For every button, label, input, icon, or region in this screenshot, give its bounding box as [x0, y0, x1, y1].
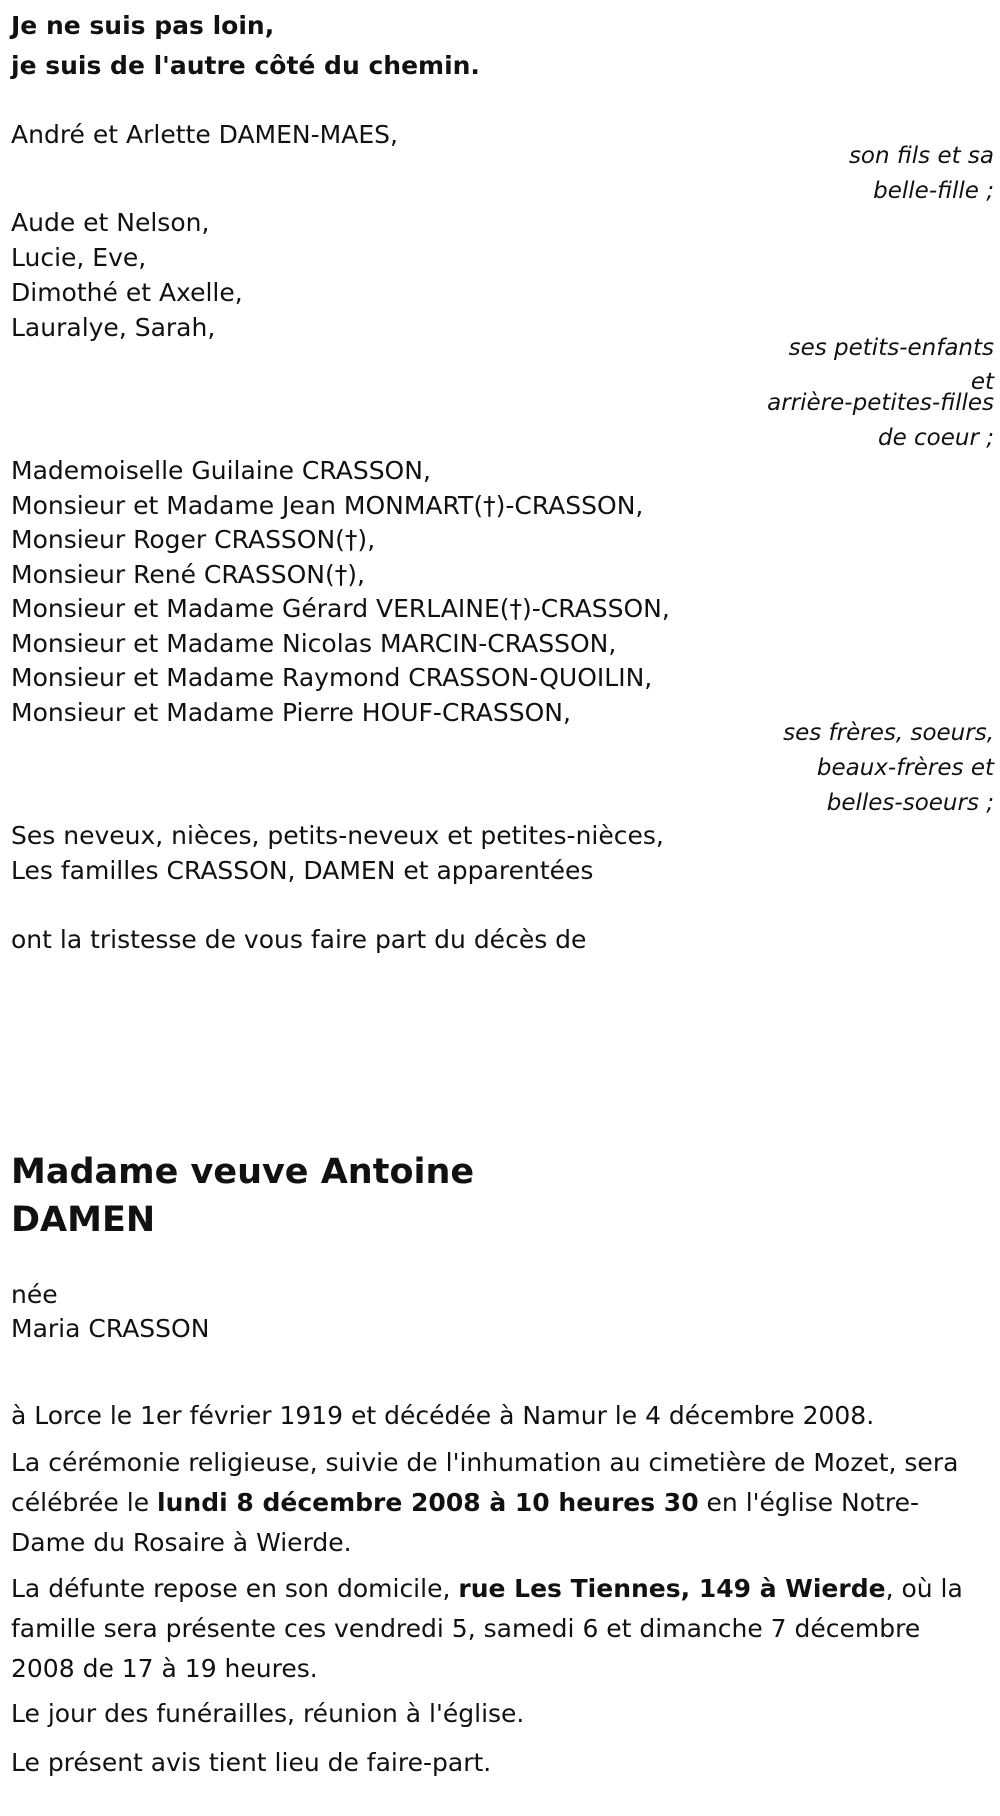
rest-paragraph [11, 1569, 991, 1689]
sibling-line: Monsieur et Madame Gérard VERLAINE(†)-CRASSON, [11, 594, 670, 623]
deceased-name-line-2: DAMEN [11, 1200, 156, 1240]
grandchild-line: Dimothé et Axelle, [11, 278, 243, 307]
grandchild-line: Lucie, Eve, [11, 243, 147, 272]
siblings-relation-1: ses frères, soeurs, [783, 720, 994, 746]
ceremony-text-post: en l'église Notre-Dame du Rosaire à Wierde. [11, 1488, 919, 1557]
sibling-line: Monsieur René CRASSON(†), [11, 560, 365, 589]
sibling-line: Monsieur et Madame Pierre HOUF-CRASSON, [11, 698, 571, 727]
announcement: ont la tristesse de vous faire part du décès de [11, 925, 587, 954]
son-relation-2: belle-fille ; [873, 178, 994, 204]
funeral-meeting: Le jour des funérailles, réunion à l'église. [11, 1699, 525, 1728]
grandchild-line: Aude et Nelson, [11, 208, 210, 237]
siblings-relation-2: beaux-frères et [816, 755, 994, 781]
deceased-name [11, 1148, 474, 1244]
notice-statement: Le présent avis tient lieu de faire-part. [11, 1748, 492, 1777]
sibling-line: Monsieur et Madame Jean MONMART(†)-CRASSON, [11, 491, 644, 520]
son-names: André et Arlette DAMEN-MAES, [11, 120, 398, 149]
grandchildren-relation-4: de coeur ; [877, 425, 994, 451]
rest-text-pre: La défunte repose en son domicile, [11, 1574, 459, 1603]
born-label: née [11, 1280, 58, 1309]
sibling-line: Monsieur et Madame Raymond CRASSON-QUOILIN, [11, 663, 653, 692]
sibling-line: Monsieur et Madame Nicolas MARCIN-CRASSON, [11, 629, 617, 658]
ceremony-text-pre: La cérémonie religieuse, suivie de l'inhumation au cimetière de Mozet, sera célébrée le [11, 1448, 959, 1517]
others-line: Ses neveux, nièces, petits-neveux et petites-nièces, [11, 821, 664, 850]
rest-address: rue Les Tiennes, 149 à Wierde [458, 1574, 886, 1603]
son-relation-1: son fils et sa [848, 143, 994, 169]
siblings-relation-3: belles-soeurs ; [826, 790, 994, 816]
ceremony-date: lundi 8 décembre 2008 à 10 heures 30 [157, 1488, 699, 1517]
rest-text-post: , où la famille sera présente ces vendredi 5, samedi 6 et dimanche 7 décembre 2008 de 17 à 19 heures. [11, 1574, 963, 1683]
birth-death: à Lorce le 1er février 1919 et décédée à Namur le 4 décembre 2008. [11, 1401, 875, 1430]
grandchildren-relation-3: arrière-petites-filles [767, 390, 994, 416]
maiden-name: Maria CRASSON [11, 1314, 210, 1343]
sibling-line: Monsieur Roger CRASSON(†), [11, 525, 376, 554]
grandchild-line: Lauralye, Sarah, [11, 313, 216, 342]
quote-line-2: je suis de l'autre côté du chemin. [11, 51, 480, 80]
deceased-name-line-1: Madame veuve Antoine [11, 1152, 475, 1192]
ceremony-paragraph [11, 1443, 991, 1563]
others-line: Les familles CRASSON, DAMEN et apparentées [11, 856, 594, 885]
sibling-line: Mademoiselle Guilaine CRASSON, [11, 456, 431, 485]
grandchildren-relation-2: et [970, 369, 994, 395]
quote-line-1: Je ne suis pas loin, [11, 11, 275, 40]
grandchildren-relation-1: ses petits-enfants [788, 335, 994, 361]
